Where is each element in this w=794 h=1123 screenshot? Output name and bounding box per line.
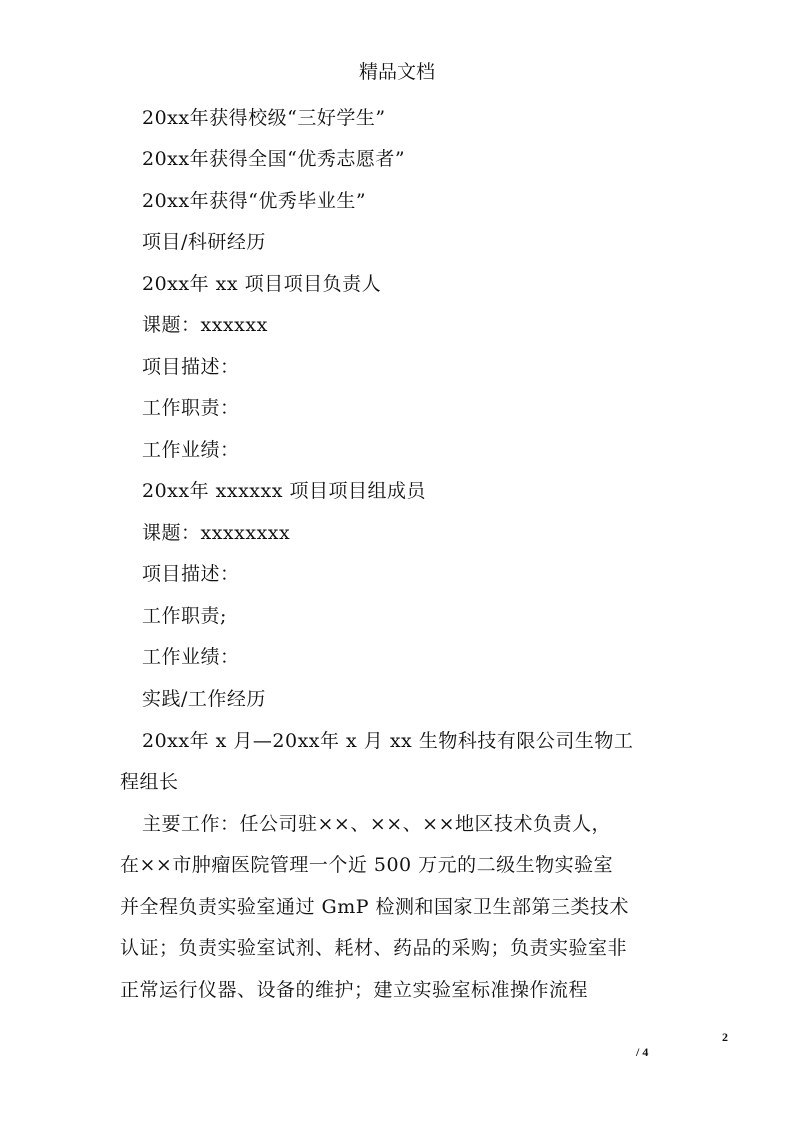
main-duties-line-1: 主要工作：任公司驻××、××、××地区技术负责人，	[142, 813, 612, 835]
work-experience-line-2: 程组长	[120, 771, 179, 793]
project-1-title: 20xx年 xx 项目项目负责人	[142, 273, 382, 295]
work-experience-line-1: 20xx年 x 月—20xx年 x 月 xx 生物科技有限公司生物工	[142, 730, 634, 752]
project-2-achievements: 工作业绩：	[142, 646, 240, 668]
project-2-topic: 课题：xxxxxxxx	[142, 522, 291, 544]
main-duties-line-3: 并全程负责实验室通过 GmP 检测和国家卫生部第三类技术	[120, 896, 630, 918]
page-number: 2	[722, 1030, 728, 1044]
award-line-1: 20xx年获得校级“三好学生”	[142, 107, 386, 129]
section-heading-projects: 项目/科研经历	[142, 231, 266, 253]
project-1-duties: 工作职责：	[142, 397, 240, 419]
main-duties-line-2: 在××市肿瘤医院管理一个近 500 万元的二级生物实验室	[120, 854, 614, 876]
section-heading-work: 实践/工作经历	[142, 688, 266, 710]
project-1-description: 项目描述：	[142, 356, 240, 378]
project-2-title: 20xx年 xxxxxx 项目项目组成员	[142, 480, 426, 502]
page-total: / 4	[636, 1045, 649, 1059]
main-duties-line-4: 认证；负责实验室试剂、耗材、药品的采购；负责实验室非	[120, 937, 628, 959]
page-header: 精品文档	[358, 61, 435, 83]
award-line-2: 20xx年获得全国“优秀志愿者”	[142, 148, 406, 170]
project-1-topic: 课题：xxxxxx	[142, 314, 268, 336]
main-duties-line-5: 正常运行仪器、设备的维护；建立实验室标准操作流程	[120, 979, 589, 1001]
project-2-description: 项目描述：	[142, 563, 240, 585]
project-2-duties: 工作职责;	[142, 605, 227, 627]
project-1-achievements: 工作业绩：	[142, 439, 240, 461]
award-line-3: 20xx年获得“优秀毕业生”	[142, 190, 367, 212]
